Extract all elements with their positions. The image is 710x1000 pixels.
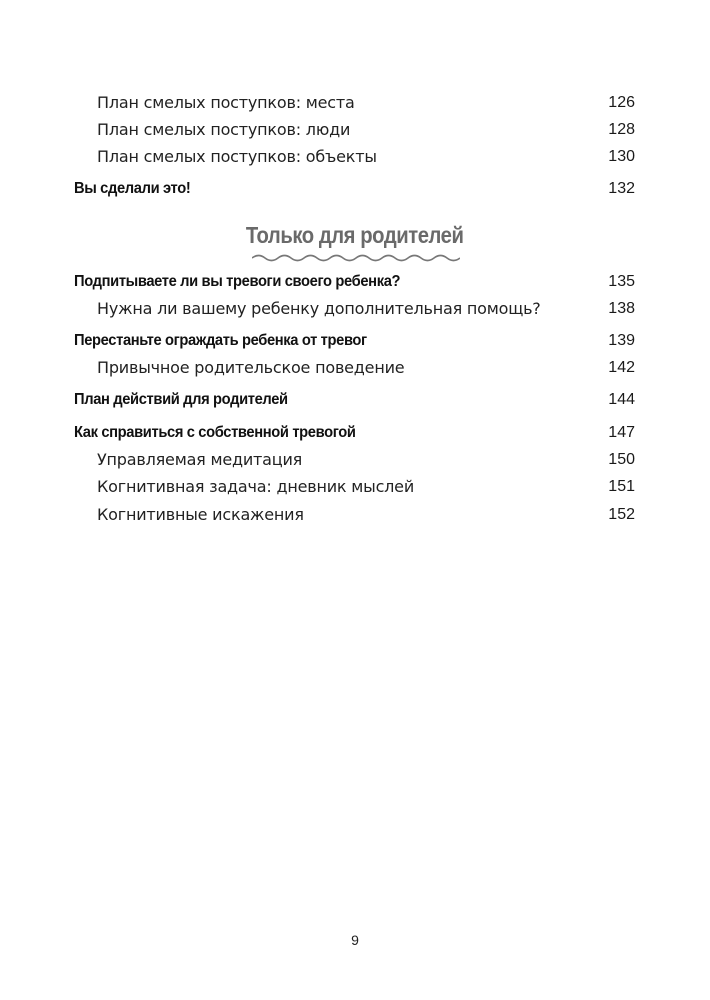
toc-entry-page: 147 bbox=[608, 424, 635, 441]
toc-entry-page: 150 bbox=[608, 451, 635, 468]
toc-entry-title: План смелых поступков: места bbox=[97, 93, 355, 112]
toc-entry-page: 132 bbox=[608, 180, 635, 197]
toc-entry-title: Когнитивная задача: дневник мыслей bbox=[97, 477, 415, 496]
toc-entry-title: Управляемая медитация bbox=[97, 450, 303, 469]
toc-entry bbox=[0, 475, 710, 499]
toc-entry-title: Вы сделали это! bbox=[74, 180, 191, 197]
toc-entry-page: 139 bbox=[608, 332, 635, 349]
toc-entry bbox=[0, 503, 710, 527]
toc-entry-title: План смелых поступков: люди bbox=[97, 120, 351, 139]
toc-entry-page: 138 bbox=[608, 300, 635, 317]
toc-entry-title: Перестаньте ограждать ребенка от тревог bbox=[74, 332, 367, 349]
toc-entry bbox=[0, 145, 710, 169]
toc-entry bbox=[0, 448, 710, 472]
toc-entry bbox=[0, 118, 710, 142]
toc-entry bbox=[0, 356, 710, 380]
toc-entry-title: Нужна ли вашему ребенку дополнительная помощь? bbox=[97, 299, 541, 318]
toc-entry-title: План смелых поступков: объекты bbox=[97, 147, 377, 166]
toc-entry-page: 128 bbox=[608, 121, 635, 138]
wavy-underline-decoration bbox=[252, 253, 460, 263]
toc-entry-title: Как справиться с собственной тревогой bbox=[74, 424, 356, 441]
toc-entry-page: 144 bbox=[608, 391, 635, 408]
toc-entry-page: 142 bbox=[608, 359, 635, 376]
section-heading-text: Только для родителей bbox=[246, 222, 464, 248]
toc-entry-page: 126 bbox=[608, 94, 635, 111]
toc-entry-title: Когнитивные искажения bbox=[97, 505, 304, 524]
toc-entry bbox=[0, 388, 710, 412]
toc-entry-title: Подпитываете ли вы тревоги своего ребенка? bbox=[74, 273, 401, 290]
toc-entry-title: План действий для родителей bbox=[74, 391, 288, 408]
toc-entry bbox=[0, 329, 710, 353]
page-number: 9 bbox=[351, 932, 359, 948]
toc-entry-title: Привычное родительское поведение bbox=[97, 358, 405, 377]
toc-entry bbox=[0, 421, 710, 445]
toc-entry-page: 151 bbox=[608, 478, 635, 495]
toc-entry-page: 130 bbox=[608, 148, 635, 165]
toc-entry bbox=[0, 91, 710, 115]
toc-entry bbox=[0, 297, 710, 321]
toc-entry-page: 152 bbox=[608, 506, 635, 523]
toc-entry-page: 135 bbox=[608, 273, 635, 290]
section-heading bbox=[0, 222, 710, 249]
toc-entry bbox=[0, 177, 710, 201]
toc-entry bbox=[0, 270, 710, 294]
